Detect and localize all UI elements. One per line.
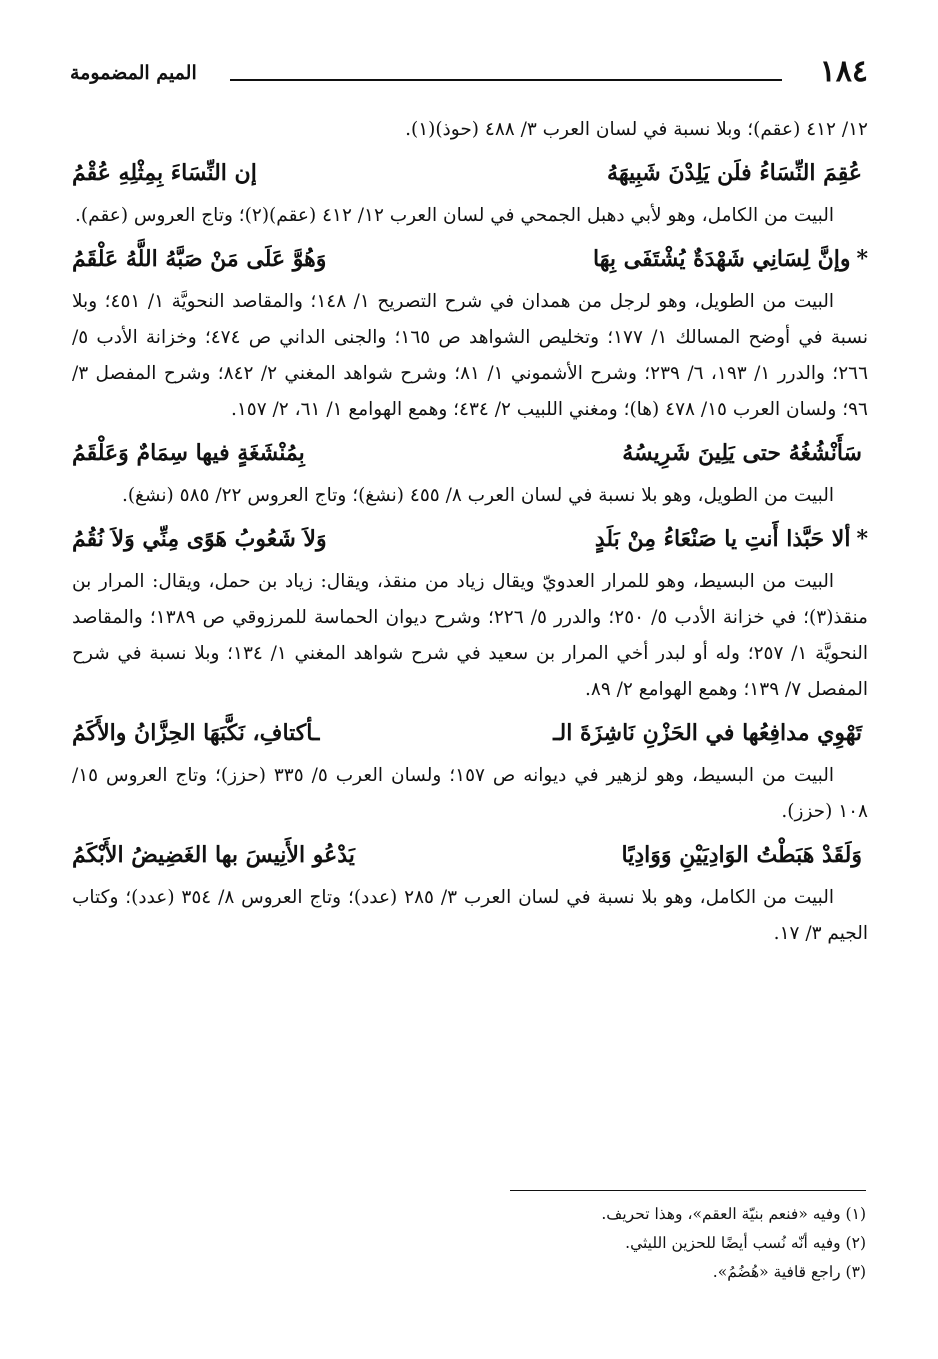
- verse-line: [72, 148, 868, 198]
- verse-first-hemistich: *وإنَّ لِسَانِي شَهْدَةٌ يُشْتَفَى بِهَا: [592, 246, 868, 272]
- prose-paragraph: البيت من الطويل، وهو لرجل من همدان في شرح التصريح ١/ ١٤٨؛ والمقاصد النحويَّة ١/ ٤٥١؛ وبلا نسبة في أوضح المسالك ١/ ١٧٧؛ وتخليص الشواهد ص ١٦٥؛ والجنى الداني ص ٤٧٤؛ وخزانة الأدب ٥/ ٢٦٦؛ والدرر ١/ ١٩٣، ٦/ ٢٣٩؛ وشرح الأشموني ١/ ٨١؛ وشرح شواهد المغني ٢/ ٨٤٢؛ وشرح المفصل ٣/ ٩٦؛ ولسان العرب ١٥/ ٤٧٨ (ها)؛ ومغني اللبيب ٢/ ٤٣٤؛ وهمع الهوامع ١/ ٦١، ٢/ ١٥٧.: [72, 291, 869, 420]
- verse-marker: *: [856, 246, 868, 272]
- verse-first-hemistich: سَأَنْشُغُهُ حتى يَلِينَ شَرِيسُهُ: [622, 440, 862, 466]
- footnote: (١) وفيه «فنعم بنيّة العقم»، وهذا تحريف.: [601, 1205, 866, 1223]
- prose-paragraph: ١٢/ ٤١٢ (عقم)؛ وبلا نسبة في لسان العرب ٣/ ٤٨٨ (حوذ)(١).: [405, 119, 868, 140]
- prose-paragraph: البيت من الطويل، وهو بلا نسبة في لسان العرب ٨/ ٤٥٥ (نشغ)؛ وتاج العروس ٢٢/ ٥٨٥ (نشغ).: [121, 485, 834, 506]
- footnote: (٢) وفيه أنّه نُسب أيضًا للحزين الليثي.: [625, 1234, 866, 1252]
- prose-paragraph: البيت من الكامل، وهو لأبي دهبل الجمحي في لسان العرب ١٢/ ٤١٢ (عقم)(٢)؛ وتاج العروس (عقم).: [75, 205, 834, 226]
- footnotes: [72, 1200, 866, 1287]
- verse-line: [72, 514, 868, 564]
- page-number: ١٨٤: [819, 54, 868, 89]
- prose-paragraph: البيت من البسيط، وهو للمرار العدويّ ويقال زياد من منقذ، ويقال: زياد بن حمل، ويقال: المرار بن منقذ(٣)؛ في خزانة الأدب ٥/ ٢٥٠؛ والدرر ٥/ ٢٢٦؛ وشرح ديوان الحماسة للمرزوقي ص ١٣٨٩؛ والمقاصد النحويَّة ١/ ٢٥٧؛ وله أو لبدر أخي المرار بن سعيد في شرح شواهد المغني ١/ ١٣٤؛ وبلا نسبة في شرح المفصل ٧/ ١٣٩؛ وهمع الهوامع ٢/ ٨٩.: [72, 571, 869, 700]
- page-header: [70, 54, 868, 94]
- verse-second-hemistich: بِمُنْشَغَةٍ فيها سِمَامٌ وَعَلْقَمُ: [72, 440, 305, 466]
- prose-paragraph: البيت من البسيط، وهو لزهير في ديوانه ص ١٥٧؛ ولسان العرب ٥/ ٣٣٥ (حزز)؛ وتاج العروس ١٥/ ١٠٨ (حزز).: [72, 765, 868, 822]
- verse-second-hemistich: وَلاَ شَعُوبُ هَوًى مِنِّي وَلاَ نُقُمُ: [72, 526, 327, 552]
- verse-marker: *: [856, 526, 868, 552]
- verse-line: [72, 428, 868, 478]
- verse-line: [72, 234, 868, 284]
- verse-line: [72, 708, 868, 758]
- footnote-divider: [510, 1190, 866, 1191]
- verse-second-hemistich: إن النِّسَاءَ بِمِثْلِهِ عُقْمُ: [72, 160, 257, 186]
- verse-line: [72, 830, 868, 880]
- verse-second-hemistich: يَدْعُو الأَنِيسَ بها الغَضِيضُ الأَبْكَمُ: [72, 842, 355, 868]
- main-text: [72, 112, 868, 952]
- verse-first-hemistich: عُقِمَ النِّسَاءُ فلَن يَلِدْنَ شَبِيهَهُ: [607, 160, 862, 186]
- verse-first-hemistich: وَلَقَدْ هَبَطْتُ الوَادِيَيْنِ وَوَادِيًا: [621, 842, 862, 868]
- verse-first-hemistich: *ألا حَبَّذا أَنتِ يا صَنْعَاءُ مِنْ بَلَدٍ: [594, 526, 868, 552]
- verse-first-hemistich: تَهْوِي مدافِعُها في الحَزْنِ نَاشِزَةَ الـ: [553, 720, 862, 746]
- header-divider: [230, 79, 782, 81]
- verse-second-hemistich: ـأكتافِ، نَكَّبَهَا الحِزَّانُ والأَكَمُ: [72, 720, 320, 746]
- running-title: الميم المضمومة: [70, 62, 197, 84]
- footnote: (٣) راجع قافية «هُضُمُ».: [712, 1263, 866, 1281]
- prose-paragraph: البيت من الكامل، وهو بلا نسبة في لسان العرب ٣/ ٢٨٥ (عدد)؛ وتاج العروس ٨/ ٣٥٤ (عدد)؛ وكتاب الجيم ٣/ ١٧.: [72, 887, 868, 944]
- verse-second-hemistich: وَهُوَّ عَلَى مَنْ صَبَّهُ اللَّهُ عَلْقَمُ: [72, 246, 327, 272]
